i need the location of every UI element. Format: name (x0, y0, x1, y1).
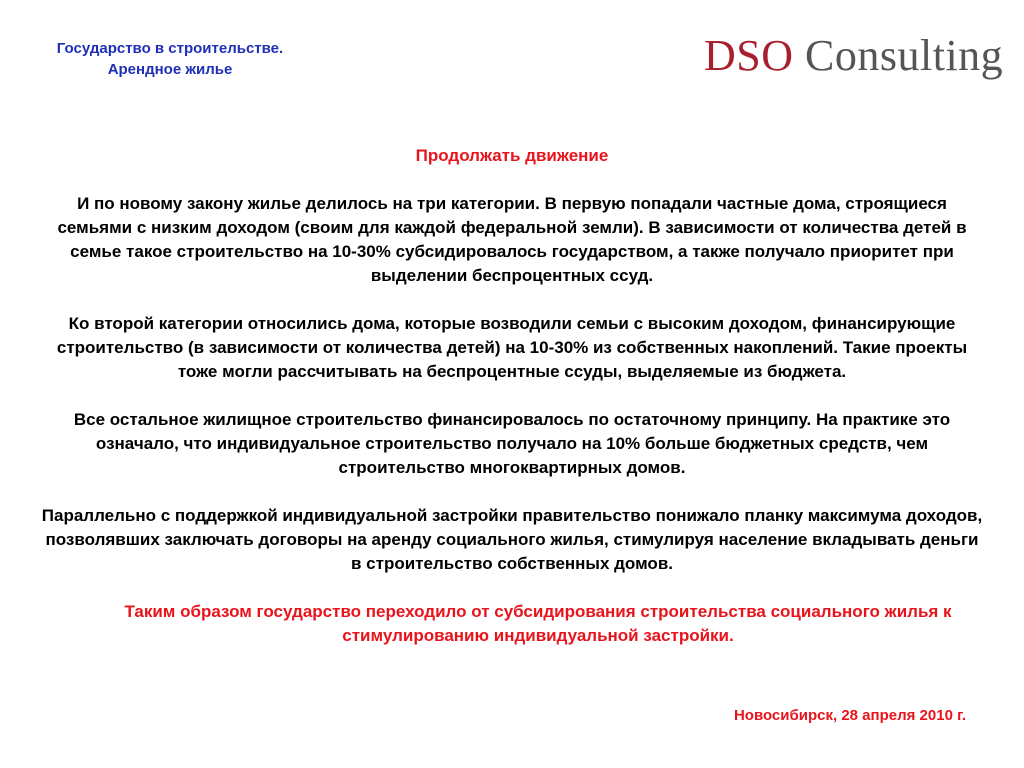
slide-content (40, 144, 984, 672)
paragraph-3: Все остальное жилищное строительство финансировалось по остаточному принципу. На практике это означало, что индивидуальное строительство получало на 10% больше бюджетных средств, чем строительство многоквартирных домов. (73, 410, 951, 477)
company-logo (704, 28, 1003, 84)
slide-heading: Продолжать движение (415, 146, 609, 165)
paragraph-2: Ко второй категории относились дома, которые возводили семьи с высоким доходом, финансирующие строительство (в зависимости от количества детей) на 10-30% из собственных накоплений. Такие проекты тоже могли рассчитывать на беспроцентные ссуды, выделяемые из бюджета. (56, 314, 968, 381)
presentation-title-line2: Арендное жилье (107, 61, 233, 78)
logo-consulting-text: Consulting (805, 31, 1004, 80)
conclusion-text: Таким образом государство переходило от субсидирования строительства социального жилья к стимулированию индивидуальной застройки. (124, 602, 952, 645)
presentation-title (20, 38, 320, 80)
paragraph-1: И по новому закону жилье делилось на три категории. В первую попадали частные дома, строящиеся семьями с низким доходом (своим для каждой федеральной земли). В зависимости от количества детей в семье такое строительство на 10-30% субсидировалось государством, а также получало приоритет при выделении беспроцентных ссуд. (57, 194, 967, 285)
presentation-title-line1: Государство в строительстве. (56, 40, 284, 57)
logo-dso-text: DSO (704, 31, 794, 80)
paragraph-4: Параллельно с поддержкой индивидуальной застройки правительство понижало планку максимума доходов, позволявших заключать договоры на аренду социального жилья, стимулируя население вкладывать деньги в строительство собственных домов. (41, 506, 983, 573)
footer-place-date: Новосибирск, 28 апреля 2010 г. (733, 707, 966, 724)
